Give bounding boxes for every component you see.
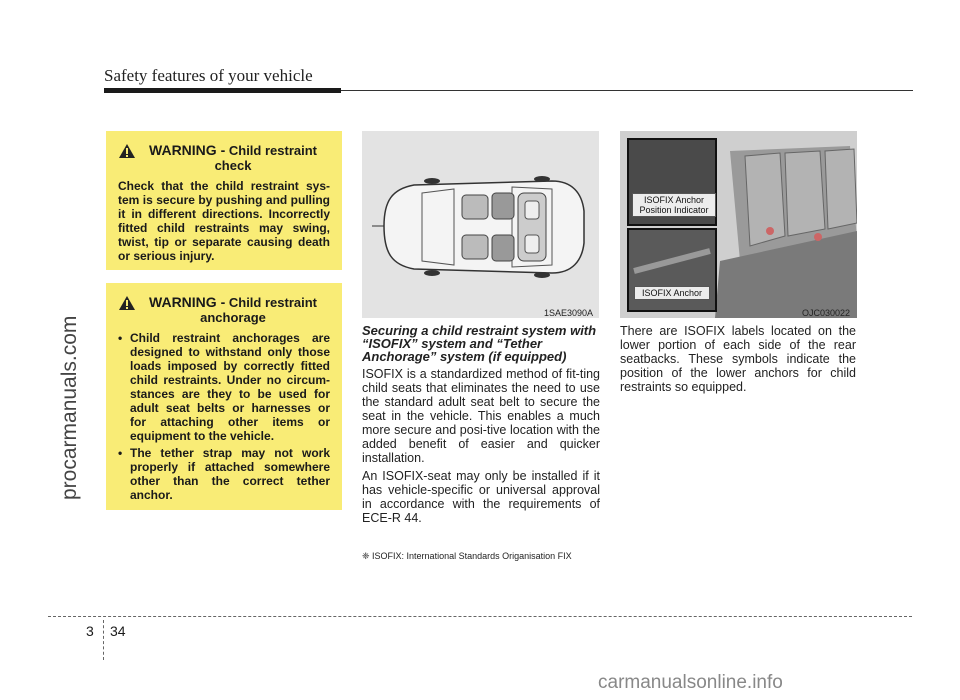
warning-triangle-icon xyxy=(118,295,136,311)
warning-heading xyxy=(118,295,330,325)
warning-bullet-list xyxy=(118,331,330,502)
footer-rule xyxy=(48,616,912,617)
section-title: Securing a child restraint system with “ISOFIX” system and “Tether Anchorage” system (if equipped) xyxy=(362,323,597,364)
warning-label: WARNING - xyxy=(149,294,226,310)
warning-box-child-restraint-anchorage xyxy=(106,283,342,510)
figure-code: 1SAE3090A xyxy=(544,308,594,318)
page-header-title: Safety features of your vehicle xyxy=(104,66,313,85)
footnote: ❈ ISOFIX: International Standards Origanisation FIX xyxy=(362,551,572,561)
warning-title: Child restraint check xyxy=(214,143,317,173)
paragraph: ISOFIX is a standardized method of fit-ting child seats that eliminates the need to use the standard adult seat belt to secure the seat in the vehicle. This enables a much more secure and posi-tive location with the added benefit of easier and quicker installation. xyxy=(362,367,600,465)
page-number: 34 xyxy=(110,623,126,639)
paragraph: There are ISOFIX labels located on the lower portion of each side of the rear seatbacks. These symbols indicate the position of the lower anchors for child restraints so equipped. xyxy=(620,324,856,394)
warning-bullet: • The tether strap may not work properly if attached somewhere other than the correct tether anchor. xyxy=(118,446,330,502)
warning-heading xyxy=(118,143,330,173)
warning-label: WARNING - xyxy=(149,142,226,158)
warning-triangle-icon xyxy=(118,143,136,159)
header-bar xyxy=(104,88,341,93)
warning-title: Child restraint anchorage xyxy=(200,295,317,325)
chapter-number: 3 xyxy=(86,623,94,639)
footer-divider xyxy=(103,620,104,660)
rear-seat-figure xyxy=(620,131,857,318)
paragraph: An ISOFIX-seat may only be installed if it has vehicle-specific or universal approval in accordance with the requirements of ECE-R 44. xyxy=(362,469,600,525)
warning-bullet: • Child restraint anchorages are designed to withstand only those loads imposed by correctly fitted child restraints. Under no circum-stances are they to be used for adult seat belts or harnesses or for attaching other items or equipment to the vehicle. xyxy=(118,331,330,443)
car-top-view-figure xyxy=(362,131,599,318)
warning-body: Check that the child restraint sys-tem is secure by pushing and pulling it in different directions. Incorrectly fitted child restraints may swing, twist, tip or separate causing death or serious injury. xyxy=(118,179,330,263)
watermark-bottom[interactable]: carmanualsonline.info xyxy=(598,672,783,693)
warning-box-child-restraint-check xyxy=(106,131,342,270)
figure-code: OJC030022 xyxy=(802,308,851,318)
header-rule xyxy=(341,90,913,91)
callout-isofix-anchor: ISOFIX Anchor xyxy=(634,286,710,300)
car-top-view-illustration xyxy=(362,131,599,318)
callout-isofix-position-indicator: ISOFIX Anchor Position Indicator xyxy=(632,193,716,217)
watermark-left[interactable]: procarmanuals.com xyxy=(58,315,81,500)
